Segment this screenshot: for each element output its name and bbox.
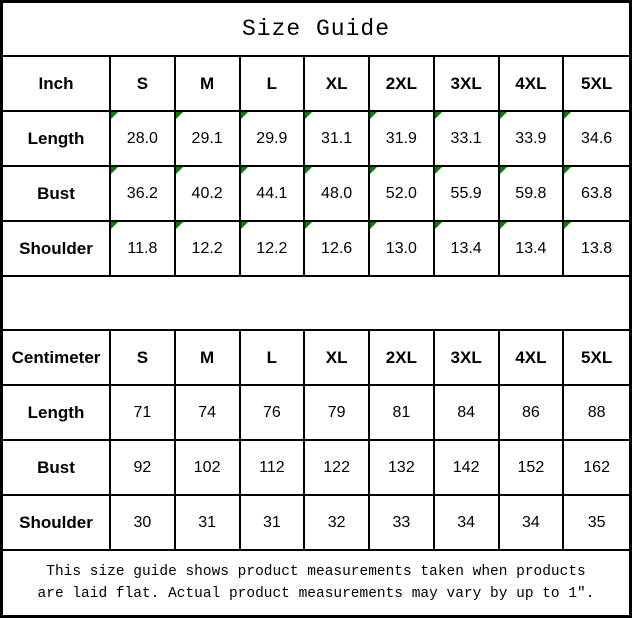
inch-shoulder-row — [3, 222, 629, 277]
measurement-value: 28.0 — [126, 129, 158, 147]
measurement-value: 29.9 — [256, 129, 288, 147]
measurement-cell — [305, 112, 370, 165]
measurement-cell — [500, 112, 565, 165]
measurement-cell — [241, 222, 306, 275]
measurement-cell: 30 — [111, 496, 176, 549]
measurement-value: 11.8 — [127, 239, 158, 257]
green-corner-flag-icon — [500, 167, 507, 174]
size-column-header: 4XL — [500, 57, 565, 110]
measurement-value: 13.4 — [450, 239, 482, 257]
green-corner-flag-icon — [370, 112, 377, 119]
measurement-cell — [564, 222, 629, 275]
size-column-header: 3XL — [435, 331, 500, 384]
cm-length-row — [3, 386, 629, 441]
unit-header-inch: Inch — [3, 57, 111, 110]
measurement-cell: 132 — [370, 441, 435, 494]
measurement-cell: 162 — [583, 458, 610, 476]
measurement-cell — [564, 112, 629, 165]
measurement-cell — [305, 167, 370, 220]
measurement-cell — [176, 167, 241, 220]
row-label: Bust — [3, 167, 111, 220]
measurement-value: 29.1 — [191, 129, 223, 147]
measurement-cell: 152 — [500, 441, 565, 494]
row-label: Shoulder — [3, 496, 111, 549]
green-corner-flag-icon — [176, 222, 183, 229]
measurement-cell — [370, 222, 435, 275]
green-corner-flag-icon — [370, 222, 377, 229]
measurement-cell — [370, 112, 435, 165]
green-corner-flag-icon — [241, 222, 248, 229]
measurement-cell: 122 — [305, 441, 370, 494]
inch-length-row — [3, 112, 629, 167]
row-label: Length — [3, 112, 111, 165]
size-column-header: M — [176, 331, 241, 384]
inch-bust-row — [3, 167, 629, 222]
measurement-value: 13.8 — [581, 239, 613, 257]
size-column-header: S — [111, 57, 176, 110]
green-corner-flag-icon — [176, 167, 183, 174]
green-corner-flag-icon — [564, 222, 571, 229]
measurement-cell: 84 — [435, 386, 500, 439]
measurement-cell — [111, 167, 176, 220]
measurement-value: 36.2 — [126, 184, 158, 202]
size-column-header: XL — [305, 331, 370, 384]
measurement-cell: 102 — [176, 441, 241, 494]
row-label: Length — [3, 386, 111, 439]
size-column-header: 5XL — [581, 347, 613, 367]
green-corner-flag-icon — [435, 167, 442, 174]
measurement-value: 13.0 — [385, 239, 417, 257]
green-corner-flag-icon — [305, 222, 312, 229]
green-corner-flag-icon — [370, 167, 377, 174]
size-column-header: M — [176, 57, 241, 110]
size-column-header: L — [241, 331, 306, 384]
measurement-cell: 112 — [241, 441, 306, 494]
green-corner-flag-icon — [435, 222, 442, 229]
size-column-header: 4XL — [500, 331, 565, 384]
measurement-cell: 79 — [305, 386, 370, 439]
cm-bust-row — [3, 441, 629, 496]
size-guide-title: Size Guide — [3, 3, 629, 57]
footer-note-line: are laid flat. Actual product measurements may vary by up to 1″. — [37, 586, 595, 602]
row-label: Bust — [3, 441, 111, 494]
measurement-cell — [111, 222, 176, 275]
size-column-header: 3XL — [435, 57, 500, 110]
measurement-cell: 31 — [176, 496, 241, 549]
measurement-value: 34.6 — [581, 129, 613, 147]
footer-note — [3, 551, 629, 615]
measurement-cell: 33 — [370, 496, 435, 549]
measurement-value: 31.1 — [321, 129, 353, 147]
size-column-header: 5XL — [581, 73, 613, 93]
measurement-value: 63.8 — [581, 184, 613, 202]
unit-header-centimeter: Centimeter — [3, 331, 111, 384]
spacer-row — [3, 277, 629, 331]
size-column-header: L — [241, 57, 306, 110]
measurement-value: 52.0 — [385, 184, 417, 202]
measurement-value: 48.0 — [321, 184, 353, 202]
measurement-value: 59.8 — [515, 184, 547, 202]
green-corner-flag-icon — [435, 112, 442, 119]
measurement-cell: 81 — [370, 386, 435, 439]
measurement-cell: 31 — [241, 496, 306, 549]
cm-header-row — [3, 331, 629, 386]
measurement-cell: 92 — [111, 441, 176, 494]
measurement-cell — [241, 167, 306, 220]
footer-note-line: This size guide shows product measurements taken when products — [46, 563, 586, 580]
size-column-header: S — [111, 331, 176, 384]
measurement-cell: 32 — [305, 496, 370, 549]
measurement-value: 44.1 — [256, 184, 288, 202]
green-corner-flag-icon — [111, 112, 118, 119]
measurement-cell: 76 — [241, 386, 306, 439]
green-corner-flag-icon — [176, 112, 183, 119]
green-corner-flag-icon — [564, 167, 571, 174]
measurement-cell — [241, 112, 306, 165]
green-corner-flag-icon — [500, 112, 507, 119]
measurement-cell: 74 — [176, 386, 241, 439]
size-column-header: 2XL — [370, 57, 435, 110]
measurement-cell: 88 — [587, 403, 606, 421]
green-corner-flag-icon — [305, 167, 312, 174]
measurement-value: 33.9 — [515, 129, 547, 147]
measurement-value: 40.2 — [191, 184, 223, 202]
measurement-cell: 35 — [587, 513, 606, 531]
measurement-cell: 34 — [435, 496, 500, 549]
cm-shoulder-row — [3, 496, 629, 551]
measurement-value: 31.9 — [385, 129, 417, 147]
measurement-cell: 86 — [500, 386, 565, 439]
size-column-header: 2XL — [370, 331, 435, 384]
measurement-value: 55.9 — [450, 184, 482, 202]
measurement-cell: 142 — [435, 441, 500, 494]
measurement-cell — [176, 112, 241, 165]
green-corner-flag-icon — [111, 222, 118, 229]
measurement-value: 12.6 — [321, 239, 353, 257]
green-corner-flag-icon — [305, 112, 312, 119]
measurement-value: 12.2 — [191, 239, 223, 257]
measurement-cell — [435, 112, 500, 165]
measurement-cell — [305, 222, 370, 275]
size-column-header: XL — [305, 57, 370, 110]
measurement-cell — [435, 222, 500, 275]
green-corner-flag-icon — [500, 222, 507, 229]
measurement-cell — [111, 112, 176, 165]
measurement-cell — [370, 167, 435, 220]
measurement-cell — [564, 167, 629, 220]
measurement-cell — [500, 167, 565, 220]
measurement-cell: 71 — [111, 386, 176, 439]
green-corner-flag-icon — [241, 112, 248, 119]
green-corner-flag-icon — [241, 167, 248, 174]
row-label: Shoulder — [3, 222, 111, 275]
green-corner-flag-icon — [111, 167, 118, 174]
measurement-cell — [500, 222, 565, 275]
measurement-value: 12.2 — [256, 239, 288, 257]
measurement-cell: 34 — [500, 496, 565, 549]
measurement-value: 33.1 — [450, 129, 482, 147]
green-corner-flag-icon — [564, 112, 571, 119]
measurement-value: 13.4 — [515, 239, 547, 257]
inch-header-row — [3, 57, 629, 112]
measurement-cell — [176, 222, 241, 275]
measurement-cell — [435, 167, 500, 220]
